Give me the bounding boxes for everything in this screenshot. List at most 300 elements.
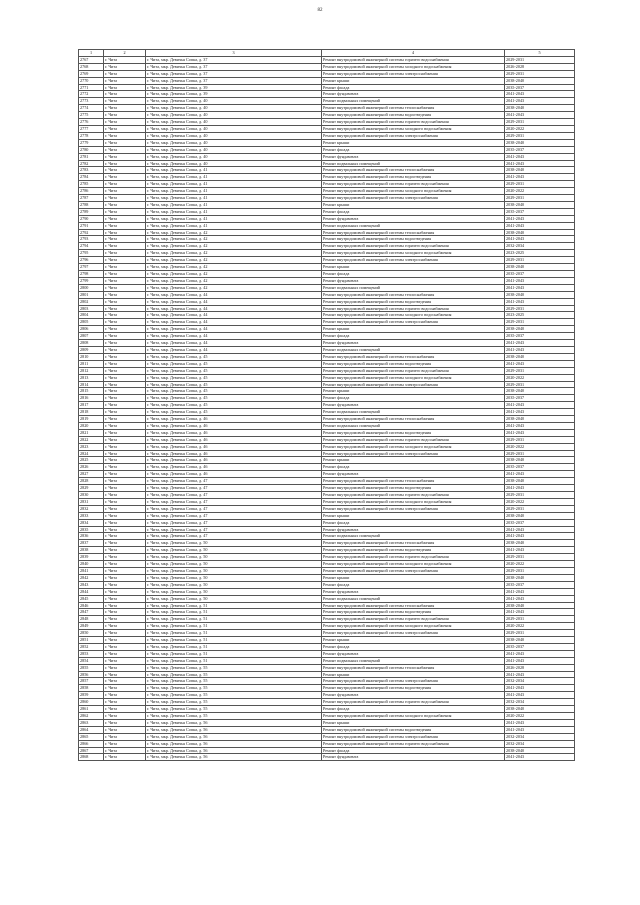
municipality-cell: г. Чита	[104, 174, 146, 181]
period-cell: 2041-2043	[505, 671, 575, 678]
table-row	[79, 208, 575, 215]
municipality-cell: г. Чита	[104, 167, 146, 174]
municipality-cell: г. Чита	[104, 429, 146, 436]
work-type-cell: Ремонт внутридомовой инженерной системы горячего водоснабжения	[322, 554, 505, 561]
work-type-cell: Ремонт крыши	[322, 388, 505, 395]
row-number-cell: 2821	[79, 429, 104, 436]
municipality-cell: г. Чита	[104, 305, 146, 312]
table-row	[79, 277, 575, 284]
period-cell: 2020-2022	[505, 561, 575, 568]
work-type-cell: Ремонт фасада	[322, 519, 505, 526]
period-cell: 2029-2031	[505, 319, 575, 326]
table-row	[79, 132, 575, 139]
work-type-cell: Ремонт внутридомовой инженерной системы холодного водоснабжения	[322, 312, 505, 319]
address-cell: г. Чита, мкр. Девичья Сопка, д. 42	[146, 250, 322, 257]
municipality-cell: г. Чита	[104, 637, 146, 644]
address-cell: г. Чита, мкр. Девичья Сопка, д. 51	[146, 637, 322, 644]
municipality-cell: г. Чита	[104, 284, 146, 291]
municipality-cell: г. Чита	[104, 139, 146, 146]
period-cell: 2038-2040	[505, 353, 575, 360]
address-cell: г. Чита, мкр. Девичья Сопка, д. 42	[146, 277, 322, 284]
municipality-cell: г. Чита	[104, 554, 146, 561]
work-type-cell: Ремонт внутридомовой инженерной системы холодного водоснабжения	[322, 63, 505, 70]
work-type-cell: Ремонт внутридомовой инженерной системы электроснабжения	[322, 567, 505, 574]
address-cell: г. Чита, мкр. Девичья Сопка, д. 41	[146, 174, 322, 181]
work-type-cell: Ремонт внутридомовой инженерной системы горячего водоснабжения	[322, 436, 505, 443]
address-cell: г. Чита, мкр. Девичья Сопка, д. 44	[146, 346, 322, 353]
period-cell: 2041-2043	[505, 657, 575, 664]
municipality-cell: г. Чита	[104, 671, 146, 678]
address-cell: г. Чита, мкр. Девичья Сопка, д. 45	[146, 360, 322, 367]
municipality-cell: г. Чита	[104, 77, 146, 84]
work-type-cell: Ремонт внутридомовой инженерной системы теплоснабжения	[322, 416, 505, 423]
work-type-cell: Ремонт крыши	[322, 326, 505, 333]
table-row	[79, 291, 575, 298]
table-row	[79, 650, 575, 657]
municipality-cell: г. Чита	[104, 146, 146, 153]
municipality-cell: г. Чита	[104, 119, 146, 126]
address-cell: г. Чита, мкр. Девичья Сопка, д. 45	[146, 353, 322, 360]
period-cell: 2035-2037	[505, 643, 575, 650]
municipality-cell: г. Чита	[104, 685, 146, 692]
work-type-cell: Ремонт внутридомовой инженерной системы теплоснабжения	[322, 167, 505, 174]
address-cell: г. Чита, мкр. Девичья Сопка, д. 40	[146, 153, 322, 160]
table-row	[79, 353, 575, 360]
period-cell: 2041-2043	[505, 346, 575, 353]
row-number-cell: 2819	[79, 416, 104, 423]
row-number-cell: 2817	[79, 402, 104, 409]
table-row	[79, 657, 575, 664]
table-row	[79, 84, 575, 91]
municipality-cell: г. Чита	[104, 222, 146, 229]
table-row	[79, 747, 575, 754]
address-cell: г. Чита, мкр. Девичья Сопка, д. 42	[146, 236, 322, 243]
row-number-cell: 2789	[79, 208, 104, 215]
period-cell: 2041-2043	[505, 609, 575, 616]
row-number-cell: 2856	[79, 671, 104, 678]
row-number-cell: 2858	[79, 685, 104, 692]
row-number-cell: 2868	[79, 754, 104, 761]
work-type-cell: Ремонт крыши	[322, 637, 505, 644]
address-cell: г. Чита, мкр. Девичья Сопка, д. 41	[146, 195, 322, 202]
table-row	[79, 201, 575, 208]
work-type-cell: Ремонт внутридомовой инженерной системы холодного водоснабжения	[322, 561, 505, 568]
work-type-cell: Ремонт внутридомовой инженерной системы холодного водоснабжения	[322, 250, 505, 257]
work-type-cell: Ремонт фундамента	[322, 91, 505, 98]
row-number-cell: 2845	[79, 595, 104, 602]
municipality-cell: г. Чита	[104, 588, 146, 595]
municipality-cell: г. Чита	[104, 754, 146, 761]
period-cell: 2041-2043	[505, 402, 575, 409]
table-row	[79, 699, 575, 706]
municipality-cell: г. Чита	[104, 160, 146, 167]
work-type-cell: Ремонт внутридомовой инженерной системы горячего водоснабжения	[322, 119, 505, 126]
work-type-cell: Ремонт фундамента	[322, 277, 505, 284]
work-type-cell: Ремонт фундамента	[322, 526, 505, 533]
address-cell: г. Чита, мкр. Девичья Сопка, д. 45	[146, 395, 322, 402]
municipality-cell: г. Чита	[104, 112, 146, 119]
work-type-cell: Ремонт фасада	[322, 706, 505, 713]
row-number-cell: 2791	[79, 222, 104, 229]
period-cell: 2041-2043	[505, 685, 575, 692]
table-row	[79, 678, 575, 685]
table-row	[79, 63, 575, 70]
municipality-cell: г. Чита	[104, 312, 146, 319]
address-cell: г. Чита, мкр. Девичья Сопка, д. 55	[146, 699, 322, 706]
municipality-cell: г. Чита	[104, 409, 146, 416]
period-cell: 2038-2040	[505, 478, 575, 485]
period-cell: 2038-2040	[505, 637, 575, 644]
table-row	[79, 243, 575, 250]
row-number-cell: 2807	[79, 333, 104, 340]
period-cell: 2020-2022	[505, 125, 575, 132]
period-cell: 2041-2043	[505, 533, 575, 540]
table-row	[79, 146, 575, 153]
municipality-cell: г. Чита	[104, 664, 146, 671]
work-type-cell: Ремонт внутридомовой инженерной системы горячего водоснабжения	[322, 616, 505, 623]
address-cell: г. Чита, мкр. Девичья Сопка, д. 50	[146, 567, 322, 574]
period-cell: 2038-2040	[505, 326, 575, 333]
period-cell: 2038-2040	[505, 264, 575, 271]
row-number-cell: 2862	[79, 713, 104, 720]
municipality-cell: г. Чита	[104, 257, 146, 264]
address-cell: г. Чита, мкр. Девичья Сопка, д. 39	[146, 91, 322, 98]
municipality-cell: г. Чита	[104, 547, 146, 554]
period-cell: 2029-2031	[505, 119, 575, 126]
row-number-cell: 2828	[79, 478, 104, 485]
table-row	[79, 346, 575, 353]
table-row	[79, 692, 575, 699]
period-cell: 2029-2031	[505, 381, 575, 388]
municipality-cell: г. Чита	[104, 153, 146, 160]
municipality-cell: г. Чита	[104, 478, 146, 485]
row-number-cell: 2773	[79, 98, 104, 105]
row-number-cell: 2859	[79, 692, 104, 699]
work-type-cell: Ремонт фасада	[322, 333, 505, 340]
row-number-cell: 2824	[79, 450, 104, 457]
period-cell: 2041-2043	[505, 485, 575, 492]
work-type-cell: Ремонт внутридомовой инженерной системы электроснабжения	[322, 450, 505, 457]
table-row	[79, 125, 575, 132]
municipality-cell: г. Чита	[104, 188, 146, 195]
work-type-cell: Ремонт внутридомовой инженерной системы водоотведения	[322, 429, 505, 436]
municipality-cell: г. Чита	[104, 740, 146, 747]
work-type-cell: Ремонт внутридомовой инженерной системы горячего водоснабжения	[322, 367, 505, 374]
period-cell: 2038-2040	[505, 229, 575, 236]
address-cell: г. Чита, мкр. Девичья Сопка, д. 56	[146, 733, 322, 740]
row-number-cell: 2774	[79, 105, 104, 112]
period-cell: 2041-2043	[505, 160, 575, 167]
table-row	[79, 609, 575, 616]
table-row	[79, 326, 575, 333]
address-cell: г. Чита, мкр. Девичья Сопка, д. 40	[146, 119, 322, 126]
table-row	[79, 319, 575, 326]
table-row	[79, 519, 575, 526]
row-number-cell: 2769	[79, 70, 104, 77]
period-cell: 2020-2022	[505, 374, 575, 381]
period-cell: 2029-2031	[505, 305, 575, 312]
work-type-cell: Ремонт подвальных помещений	[322, 346, 505, 353]
municipality-cell: г. Чита	[104, 706, 146, 713]
work-type-cell: Ремонт внутридомовой инженерной системы горячего водоснабжения	[322, 181, 505, 188]
municipality-cell: г. Чита	[104, 464, 146, 471]
municipality-cell: г. Чита	[104, 215, 146, 222]
row-number-cell: 2801	[79, 291, 104, 298]
row-number-cell: 2823	[79, 443, 104, 450]
work-type-cell: Ремонт внутридомовой инженерной системы холодного водоснабжения	[322, 374, 505, 381]
table-row	[79, 181, 575, 188]
period-cell: 2041-2043	[505, 91, 575, 98]
row-number-cell: 2796	[79, 257, 104, 264]
municipality-cell: г. Чита	[104, 353, 146, 360]
table-row	[79, 505, 575, 512]
work-type-cell: Ремонт внутридомовой инженерной системы холодного водоснабжения	[322, 125, 505, 132]
table-row	[79, 706, 575, 713]
table-row	[79, 402, 575, 409]
period-cell: 2029-2031	[505, 70, 575, 77]
work-type-cell: Ремонт внутридомовой инженерной системы холодного водоснабжения	[322, 443, 505, 450]
work-type-cell: Ремонт внутридомовой инженерной системы горячего водоснабжения	[322, 56, 505, 63]
row-number-cell: 2855	[79, 664, 104, 671]
table-row	[79, 367, 575, 374]
row-number-cell: 2834	[79, 519, 104, 526]
work-type-cell: Ремонт фундамента	[322, 692, 505, 699]
table-row	[79, 264, 575, 271]
row-number-cell: 2820	[79, 422, 104, 429]
table-row	[79, 160, 575, 167]
table-row	[79, 595, 575, 602]
municipality-cell: г. Чита	[104, 98, 146, 105]
municipality-cell: г. Чита	[104, 208, 146, 215]
table-row	[79, 588, 575, 595]
header-cell-work-type: 4	[322, 50, 505, 57]
work-type-cell: Ремонт подвальных помещений	[322, 98, 505, 105]
period-cell: 2023-2025	[505, 250, 575, 257]
table-row	[79, 726, 575, 733]
work-type-cell: Ремонт внутридомовой инженерной системы горячего водоснабжения	[322, 243, 505, 250]
work-type-cell: Ремонт внутридомовой инженерной системы электроснабжения	[322, 319, 505, 326]
period-cell: 2038-2040	[505, 105, 575, 112]
row-number-cell: 2851	[79, 637, 104, 644]
municipality-cell: г. Чита	[104, 360, 146, 367]
municipality-cell: г. Чита	[104, 485, 146, 492]
row-number-cell: 2822	[79, 436, 104, 443]
period-cell: 2020-2022	[505, 188, 575, 195]
municipality-cell: г. Чита	[104, 526, 146, 533]
row-number-cell: 2814	[79, 381, 104, 388]
period-cell: 2038-2040	[505, 167, 575, 174]
work-type-cell: Ремонт крыши	[322, 671, 505, 678]
municipality-cell: г. Чита	[104, 726, 146, 733]
period-cell: 2038-2040	[505, 388, 575, 395]
address-cell: г. Чита, мкр. Девичья Сопка, д. 44	[146, 312, 322, 319]
work-type-cell: Ремонт крыши	[322, 139, 505, 146]
work-type-cell: Ремонт крыши	[322, 574, 505, 581]
period-cell: 2029-2031	[505, 436, 575, 443]
period-cell: 2041-2043	[505, 471, 575, 478]
address-cell: г. Чита, мкр. Девичья Сопка, д. 46	[146, 416, 322, 423]
municipality-cell: г. Чита	[104, 291, 146, 298]
row-number-cell: 2867	[79, 747, 104, 754]
period-cell: 2038-2040	[505, 201, 575, 208]
work-type-cell: Ремонт внутридомовой инженерной системы теплоснабжения	[322, 353, 505, 360]
municipality-cell: г. Чита	[104, 402, 146, 409]
row-number-cell: 2840	[79, 561, 104, 568]
municipality-cell: г. Чита	[104, 443, 146, 450]
works-table-body	[79, 50, 575, 761]
period-cell: 2041-2043	[505, 429, 575, 436]
table-row	[79, 643, 575, 650]
municipality-cell: г. Чита	[104, 630, 146, 637]
period-cell: 2041-2043	[505, 526, 575, 533]
table-row	[79, 443, 575, 450]
table-row	[79, 388, 575, 395]
work-type-cell: Ремонт фасада	[322, 581, 505, 588]
municipality-cell: г. Чита	[104, 657, 146, 664]
address-cell: г. Чита, мкр. Девичья Сопка, д. 51	[146, 630, 322, 637]
period-cell: 2041-2043	[505, 236, 575, 243]
row-number-cell: 2857	[79, 678, 104, 685]
table-row	[79, 312, 575, 319]
table-row	[79, 167, 575, 174]
row-number-cell: 2865	[79, 733, 104, 740]
work-type-cell: Ремонт подвальных помещений	[322, 595, 505, 602]
municipality-cell: г. Чита	[104, 333, 146, 340]
address-cell: г. Чита, мкр. Девичья Сопка, д. 44	[146, 333, 322, 340]
work-type-cell: Ремонт внутридомовой инженерной системы электроснабжения	[322, 195, 505, 202]
work-type-cell: Ремонт фундамента	[322, 650, 505, 657]
table-row	[79, 685, 575, 692]
period-cell: 2020-2022	[505, 623, 575, 630]
period-cell: 2041-2043	[505, 360, 575, 367]
work-type-cell: Ремонт внутридомовой инженерной системы теплоснабжения	[322, 105, 505, 112]
period-cell: 2038-2040	[505, 139, 575, 146]
municipality-cell: г. Чита	[104, 298, 146, 305]
address-cell: г. Чита, мкр. Девичья Сопка, д. 46	[146, 436, 322, 443]
work-type-cell: Ремонт фундамента	[322, 588, 505, 595]
municipality-cell: г. Чита	[104, 643, 146, 650]
work-type-cell: Ремонт фундамента	[322, 402, 505, 409]
table-row	[79, 215, 575, 222]
row-number-cell: 2838	[79, 547, 104, 554]
row-number-cell: 2841	[79, 567, 104, 574]
address-cell: г. Чита, мкр. Девичья Сопка, д. 42	[146, 264, 322, 271]
address-cell: г. Чита, мкр. Девичья Сопка, д. 45	[146, 409, 322, 416]
row-number-cell: 2837	[79, 540, 104, 547]
address-cell: г. Чита, мкр. Девичья Сопка, д. 41	[146, 167, 322, 174]
row-number-cell: 2780	[79, 146, 104, 153]
work-type-cell: Ремонт внутридомовой инженерной системы теплоснабжения	[322, 291, 505, 298]
period-cell: 2035-2037	[505, 271, 575, 278]
municipality-cell: г. Чита	[104, 84, 146, 91]
table-row	[79, 554, 575, 561]
municipality-cell: г. Чита	[104, 450, 146, 457]
address-cell: г. Чита, мкр. Девичья Сопка, д. 50	[146, 561, 322, 568]
address-cell: г. Чита, мкр. Девичья Сопка, д. 44	[146, 298, 322, 305]
work-type-cell: Ремонт фундамента	[322, 471, 505, 478]
row-number-cell: 2848	[79, 616, 104, 623]
municipality-cell: г. Чита	[104, 512, 146, 519]
municipality-cell: г. Чита	[104, 505, 146, 512]
period-cell: 2029-2031	[505, 554, 575, 561]
address-cell: г. Чита, мкр. Девичья Сопка, д. 56	[146, 726, 322, 733]
work-type-cell: Ремонт внутридомовой инженерной системы водоотведения	[322, 112, 505, 119]
work-type-cell: Ремонт крыши	[322, 201, 505, 208]
work-type-cell: Ремонт внутридомовой инженерной системы водоотведения	[322, 360, 505, 367]
table-row	[79, 77, 575, 84]
row-number-cell: 2810	[79, 353, 104, 360]
table-row	[79, 422, 575, 429]
municipality-cell: г. Чита	[104, 326, 146, 333]
period-cell: 2041-2043	[505, 409, 575, 416]
period-cell: 2020-2022	[505, 713, 575, 720]
work-type-cell: Ремонт внутридомовой инженерной системы электроснабжения	[322, 70, 505, 77]
period-cell: 2041-2043	[505, 98, 575, 105]
work-type-cell: Ремонт подвальных помещений	[322, 409, 505, 416]
municipality-cell: г. Чита	[104, 56, 146, 63]
row-number-cell: 2808	[79, 340, 104, 347]
municipality-cell: г. Чита	[104, 623, 146, 630]
work-type-cell: Ремонт внутридомовой инженерной системы горячего водоснабжения	[322, 492, 505, 499]
row-number-cell: 2809	[79, 346, 104, 353]
address-cell: г. Чита, мкр. Девичья Сопка, д. 40	[146, 132, 322, 139]
period-cell: 2035-2037	[505, 84, 575, 91]
table-row	[79, 195, 575, 202]
address-cell: г. Чита, мкр. Девичья Сопка, д. 47	[146, 533, 322, 540]
address-cell: г. Чита, мкр. Девичья Сопка, д. 40	[146, 160, 322, 167]
period-cell: 2032-2034	[505, 733, 575, 740]
period-cell: 2041-2043	[505, 650, 575, 657]
work-type-cell: Ремонт подвальных помещений	[322, 284, 505, 291]
period-cell: 2035-2037	[505, 333, 575, 340]
table-row	[79, 298, 575, 305]
municipality-cell: г. Чита	[104, 91, 146, 98]
period-cell: 2041-2043	[505, 547, 575, 554]
header-cell-number: 1	[79, 50, 104, 57]
table-row	[79, 229, 575, 236]
row-number-cell: 2770	[79, 77, 104, 84]
table-row	[79, 664, 575, 671]
row-number-cell: 2843	[79, 581, 104, 588]
table-row	[79, 719, 575, 726]
period-cell: 2038-2040	[505, 457, 575, 464]
address-cell: г. Чита, мкр. Девичья Сопка, д. 40	[146, 139, 322, 146]
period-cell: 2038-2040	[505, 706, 575, 713]
address-cell: г. Чита, мкр. Девичья Сопка, д. 46	[146, 471, 322, 478]
work-type-cell: Ремонт внутридомовой инженерной системы горячего водоснабжения	[322, 699, 505, 706]
row-number-cell: 2836	[79, 533, 104, 540]
address-cell: г. Чита, мкр. Девичья Сопка, д. 40	[146, 105, 322, 112]
period-cell: 2029-2031	[505, 492, 575, 499]
address-cell: г. Чита, мкр. Девичья Сопка, д. 56	[146, 754, 322, 761]
period-cell: 2035-2037	[505, 464, 575, 471]
period-cell: 2032-2034	[505, 740, 575, 747]
table-row	[79, 153, 575, 160]
table-row	[79, 457, 575, 464]
period-cell: 2020-2022	[505, 443, 575, 450]
page-number: 82	[317, 8, 323, 13]
municipality-cell: г. Чита	[104, 70, 146, 77]
address-cell: г. Чита, мкр. Девичья Сопка, д. 41	[146, 208, 322, 215]
row-number-cell: 2781	[79, 153, 104, 160]
work-type-cell: Ремонт внутридомовой инженерной системы теплоснабжения	[322, 664, 505, 671]
row-number-cell: 2813	[79, 374, 104, 381]
table-row	[79, 754, 575, 761]
work-type-cell: Ремонт крыши	[322, 264, 505, 271]
table-row	[79, 464, 575, 471]
table-row	[79, 271, 575, 278]
table-row	[79, 637, 575, 644]
